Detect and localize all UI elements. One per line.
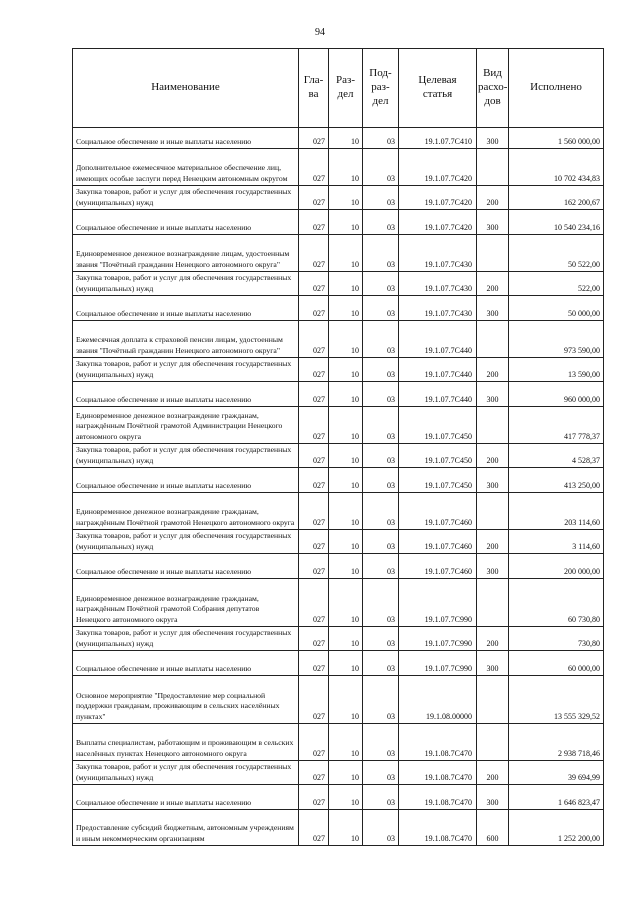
cell-section: 10 [329,651,363,676]
cell-target: 19.1.07.7С460 [399,554,477,579]
table-row [73,128,604,149]
cell-executed: 162 200,67 [509,186,604,210]
cell-section: 10 [329,468,363,493]
cell-executed: 1 646 823,47 [509,785,604,810]
cell-target: 19.1.07.7С420 [399,149,477,186]
cell-executed: 522,00 [509,272,604,296]
cell-name: Закупка товаров, работ и услуг для обеспечения государственных (муниципальных) нужд [73,530,299,554]
cell-section: 10 [329,382,363,407]
cell-target: 19.1.07.7С430 [399,296,477,321]
cell-section: 10 [329,444,363,468]
cell-name: Закупка товаров, работ и услуг для обеспечения государственных (муниципальных) нужд [73,444,299,468]
cell-target: 19.1.08.00000 [399,676,477,724]
cell-executed: 50 000,00 [509,296,604,321]
cell-exp-type: 200 [477,627,509,651]
cell-name: Единовременное денежное вознаграждение гражданам, награждённым Почётной грамотой Собрания депутатов Ненецкого автономного округа [73,579,299,627]
cell-subsection: 03 [363,128,399,149]
cell-chapter: 027 [299,810,329,846]
cell-chapter: 027 [299,272,329,296]
cell-exp-type: 300 [477,785,509,810]
cell-exp-type: 300 [477,210,509,235]
cell-subsection: 03 [363,761,399,785]
budget-table [72,48,604,846]
cell-name: Дополнительное ежемесячное материальное обеспечение лиц, имеющих особые заслуги перед Ненецким автономным округом [73,149,299,186]
cell-subsection: 03 [363,676,399,724]
cell-section: 10 [329,296,363,321]
cell-name: Социальное обеспечение и иные выплаты населению [73,296,299,321]
cell-chapter: 027 [299,785,329,810]
cell-executed: 417 778,37 [509,407,604,444]
cell-section: 10 [329,530,363,554]
table-row [73,761,604,785]
cell-name: Закупка товаров, работ и услуг для обеспечения государственных (муниципальных) нужд [73,358,299,382]
cell-executed: 60 730,80 [509,579,604,627]
cell-executed: 730,80 [509,627,604,651]
cell-exp-type: 200 [477,272,509,296]
cell-name: Предоставление субсидий бюджетным, автономным учреждениям и иным некоммерческим организациям [73,810,299,846]
cell-subsection: 03 [363,407,399,444]
cell-subsection: 03 [363,321,399,358]
cell-name: Ежемесячная доплата к страховой пенсии лицам, удостоенным звания "Почётный гражданин Ненецкого автономного округа" [73,321,299,358]
cell-target: 19.1.07.7С990 [399,651,477,676]
cell-subsection: 03 [363,272,399,296]
cell-target: 19.1.07.7С450 [399,407,477,444]
table-row [73,358,604,382]
cell-target: 19.1.07.7С460 [399,493,477,530]
cell-section: 10 [329,407,363,444]
cell-executed: 2 938 718,46 [509,724,604,761]
cell-section: 10 [329,149,363,186]
cell-target: 19.1.07.7С430 [399,272,477,296]
cell-chapter: 027 [299,186,329,210]
cell-chapter: 027 [299,676,329,724]
table-row [73,186,604,210]
cell-subsection: 03 [363,468,399,493]
cell-exp-type [477,149,509,186]
cell-target: 19.1.07.7С440 [399,321,477,358]
cell-chapter: 027 [299,128,329,149]
cell-executed: 203 114,60 [509,493,604,530]
cell-exp-type: 200 [477,444,509,468]
cell-subsection: 03 [363,627,399,651]
cell-subsection: 03 [363,382,399,407]
cell-chapter: 027 [299,554,329,579]
cell-target: 19.1.08.7С470 [399,785,477,810]
cell-exp-type [477,407,509,444]
cell-chapter: 027 [299,444,329,468]
cell-name: Закупка товаров, работ и услуг для обеспечения государственных (муниципальных) нужд [73,272,299,296]
table-row [73,210,604,235]
cell-name: Закупка товаров, работ и услуг для обеспечения государственных (муниципальных) нужд [73,186,299,210]
cell-section: 10 [329,128,363,149]
cell-chapter: 027 [299,382,329,407]
cell-exp-type: 600 [477,810,509,846]
cell-target: 19.1.07.7С420 [399,210,477,235]
header-section: Раз- дел [329,49,363,128]
cell-exp-type: 200 [477,358,509,382]
table-row [73,676,604,724]
cell-chapter: 027 [299,761,329,785]
cell-chapter: 027 [299,493,329,530]
cell-name: Единовременное денежное вознаграждение лицам, удостоенным звания "Почётный гражданин Ненецкого автономного округа" [73,235,299,272]
cell-name: Выплаты специалистам, работающим и проживающим в сельских населённых пунктах Ненецкого автономного округа [73,724,299,761]
cell-executed: 1 252 200,00 [509,810,604,846]
table-row [73,382,604,407]
cell-name: Социальное обеспечение и иные выплаты населению [73,651,299,676]
cell-executed: 50 522,00 [509,235,604,272]
cell-section: 10 [329,272,363,296]
cell-exp-type: 200 [477,761,509,785]
cell-chapter: 027 [299,530,329,554]
cell-executed: 13 555 329,52 [509,676,604,724]
cell-name: Социальное обеспечение и иные выплаты населению [73,128,299,149]
cell-subsection: 03 [363,210,399,235]
table-row [73,149,604,186]
cell-exp-type: 300 [477,128,509,149]
table-row [73,296,604,321]
table-row [73,468,604,493]
cell-executed: 413 250,00 [509,468,604,493]
cell-section: 10 [329,235,363,272]
header-name: Наименование [73,49,299,128]
cell-executed: 3 114,60 [509,530,604,554]
header-subsection: Под- раз- дел [363,49,399,128]
table-row [73,785,604,810]
table-row [73,579,604,627]
cell-name: Социальное обеспечение и иные выплаты населению [73,210,299,235]
cell-executed: 1 560 000,00 [509,128,604,149]
cell-name: Единовременное денежное вознаграждение гражданам, награждённым Почётной грамотой Ненецкого автономного округа [73,493,299,530]
table-row [73,810,604,846]
cell-target: 19.1.07.7С990 [399,627,477,651]
cell-subsection: 03 [363,358,399,382]
cell-section: 10 [329,493,363,530]
cell-exp-type [477,493,509,530]
cell-subsection: 03 [363,235,399,272]
cell-section: 10 [329,724,363,761]
cell-subsection: 03 [363,186,399,210]
cell-executed: 4 528,37 [509,444,604,468]
cell-chapter: 027 [299,235,329,272]
table-row [73,651,604,676]
header-executed: Исполнено [509,49,604,128]
header-exp-type: Вид расхо- дов [477,49,509,128]
cell-subsection: 03 [363,785,399,810]
cell-executed: 39 694,99 [509,761,604,785]
cell-name: Социальное обеспечение и иные выплаты населению [73,554,299,579]
cell-target: 19.1.07.7С460 [399,530,477,554]
cell-target: 19.1.07.7С440 [399,358,477,382]
cell-executed: 960 000,00 [509,382,604,407]
cell-exp-type [477,321,509,358]
cell-subsection: 03 [363,724,399,761]
cell-name: Единовременное денежное вознаграждение гражданам, награждённым Почётной грамотой Администрации Ненецкого автономного округа [73,407,299,444]
table-row [73,235,604,272]
cell-section: 10 [329,186,363,210]
table-row [73,554,604,579]
cell-section: 10 [329,321,363,358]
cell-section: 10 [329,761,363,785]
cell-section: 10 [329,579,363,627]
cell-subsection: 03 [363,554,399,579]
cell-exp-type [477,676,509,724]
cell-target: 19.1.07.7С450 [399,468,477,493]
cell-chapter: 027 [299,579,329,627]
cell-executed: 10 702 434,83 [509,149,604,186]
cell-chapter: 027 [299,724,329,761]
cell-chapter: 027 [299,321,329,358]
table-row [73,321,604,358]
cell-name: Закупка товаров, работ и услуг для обеспечения государственных (муниципальных) нужд [73,761,299,785]
cell-subsection: 03 [363,493,399,530]
page-number: 94 [315,27,325,38]
cell-exp-type: 300 [477,468,509,493]
cell-exp-type: 300 [477,382,509,407]
cell-target: 19.1.07.7С990 [399,579,477,627]
cell-target: 19.1.08.7С470 [399,724,477,761]
table-row [73,627,604,651]
cell-chapter: 027 [299,407,329,444]
cell-exp-type [477,235,509,272]
cell-name: Основное мероприятие "Предоставление мер социальной поддержки гражданам, проживающим в сельских населённых пунктах" [73,676,299,724]
cell-executed: 60 000,00 [509,651,604,676]
cell-chapter: 027 [299,468,329,493]
cell-section: 10 [329,785,363,810]
cell-subsection: 03 [363,579,399,627]
cell-section: 10 [329,627,363,651]
table-row [73,444,604,468]
cell-subsection: 03 [363,149,399,186]
cell-exp-type: 300 [477,651,509,676]
cell-chapter: 027 [299,149,329,186]
cell-chapter: 027 [299,296,329,321]
cell-target: 19.1.08.7С470 [399,810,477,846]
cell-executed: 13 590,00 [509,358,604,382]
cell-name: Социальное обеспечение и иные выплаты населению [73,468,299,493]
cell-chapter: 027 [299,627,329,651]
cell-subsection: 03 [363,444,399,468]
table-row [73,530,604,554]
cell-section: 10 [329,358,363,382]
table-row [73,724,604,761]
table-header-row [73,49,604,128]
cell-section: 10 [329,554,363,579]
cell-exp-type [477,724,509,761]
cell-name: Закупка товаров, работ и услуг для обеспечения государственных (муниципальных) нужд [73,627,299,651]
cell-exp-type [477,579,509,627]
cell-target: 19.1.07.7С420 [399,186,477,210]
cell-executed: 200 000,00 [509,554,604,579]
cell-chapter: 027 [299,651,329,676]
cell-name: Социальное обеспечение и иные выплаты населению [73,382,299,407]
cell-exp-type: 300 [477,554,509,579]
cell-chapter: 027 [299,358,329,382]
cell-section: 10 [329,676,363,724]
cell-exp-type: 200 [477,186,509,210]
table-body [73,128,604,846]
cell-target: 19.1.07.7С440 [399,382,477,407]
cell-subsection: 03 [363,651,399,676]
cell-executed: 10 540 234,16 [509,210,604,235]
cell-target: 19.1.07.7С450 [399,444,477,468]
table-row [73,493,604,530]
cell-exp-type: 300 [477,296,509,321]
cell-target: 19.1.07.7С430 [399,235,477,272]
cell-section: 10 [329,810,363,846]
header-chapter: Гла- ва [299,49,329,128]
cell-target: 19.1.07.7С410 [399,128,477,149]
table-row [73,407,604,444]
cell-subsection: 03 [363,810,399,846]
header-target: Целевая статья [399,49,477,128]
cell-subsection: 03 [363,530,399,554]
cell-section: 10 [329,210,363,235]
cell-executed: 973 590,00 [509,321,604,358]
cell-name: Социальное обеспечение и иные выплаты населению [73,785,299,810]
cell-chapter: 027 [299,210,329,235]
cell-target: 19.1.08.7С470 [399,761,477,785]
cell-subsection: 03 [363,296,399,321]
cell-exp-type: 200 [477,530,509,554]
table-row [73,272,604,296]
